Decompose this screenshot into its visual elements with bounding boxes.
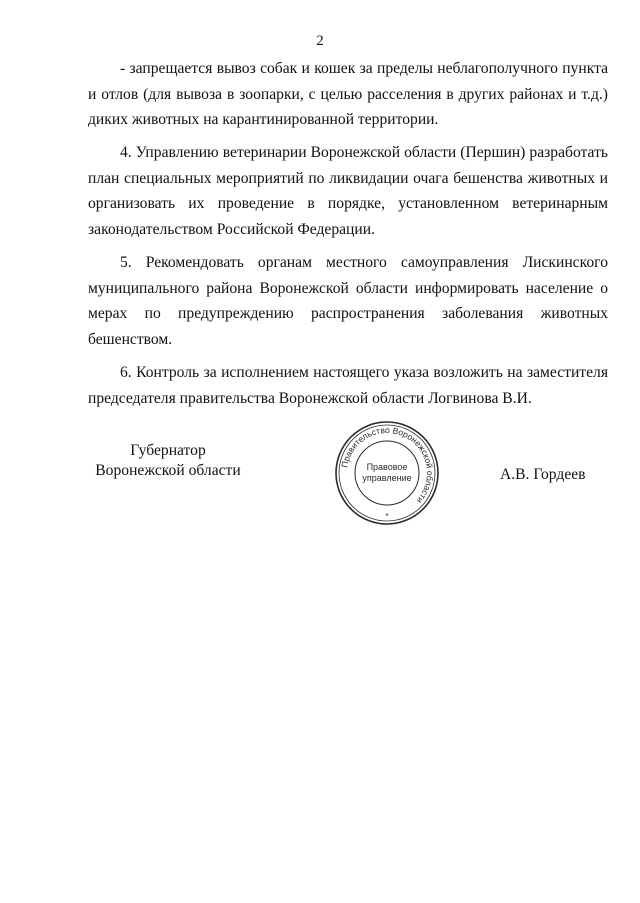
official-seal: [333, 419, 441, 527]
signatory-position: [88, 441, 248, 480]
seal-center-line1: Правовое: [366, 462, 408, 472]
seal-star-mark: *: [385, 512, 389, 521]
paragraph-item-4: 4. Управлению ветеринарии Воронежской области (Першин) разработать план специальных мероприятий по ликвидации очага бешенства животных и организовать их проведение в порядке, установленном ветеринарным законодательством Российской Федерации.: [88, 144, 608, 239]
paragraph-item-5: 5. Рекомендовать органам местного самоуправления Лискинского муниципального района Воронежской области информировать население о мерах по предупреждению распространения заболевания животных бешенством.: [88, 254, 608, 348]
seal-ring-text: Правительство Воронежской области: [339, 424, 436, 506]
page-number: 2: [316, 33, 324, 49]
signatory-title-line2: Воронежской области: [95, 461, 241, 479]
paragraph-item-6: 6. Контроль за исполнением настоящего указа возложить на заместителя председателя правительства Воронежской области Логвинова В.И.: [88, 364, 608, 407]
seal-center-line2: управление: [362, 473, 412, 483]
paragraph-dogs-cats-ban: - запрещается вывоз собак и кошек за пределы неблагополучного пункта и отлов (для вывоза в зоопарки, с целью расселения в других районах и т.д.) диких животных на карантинированной территории.: [88, 60, 608, 129]
signatory-name: А.В. Гордеев: [500, 466, 586, 483]
document-body: [88, 56, 608, 419]
signatory-title-line1: Губернатор: [130, 442, 206, 459]
